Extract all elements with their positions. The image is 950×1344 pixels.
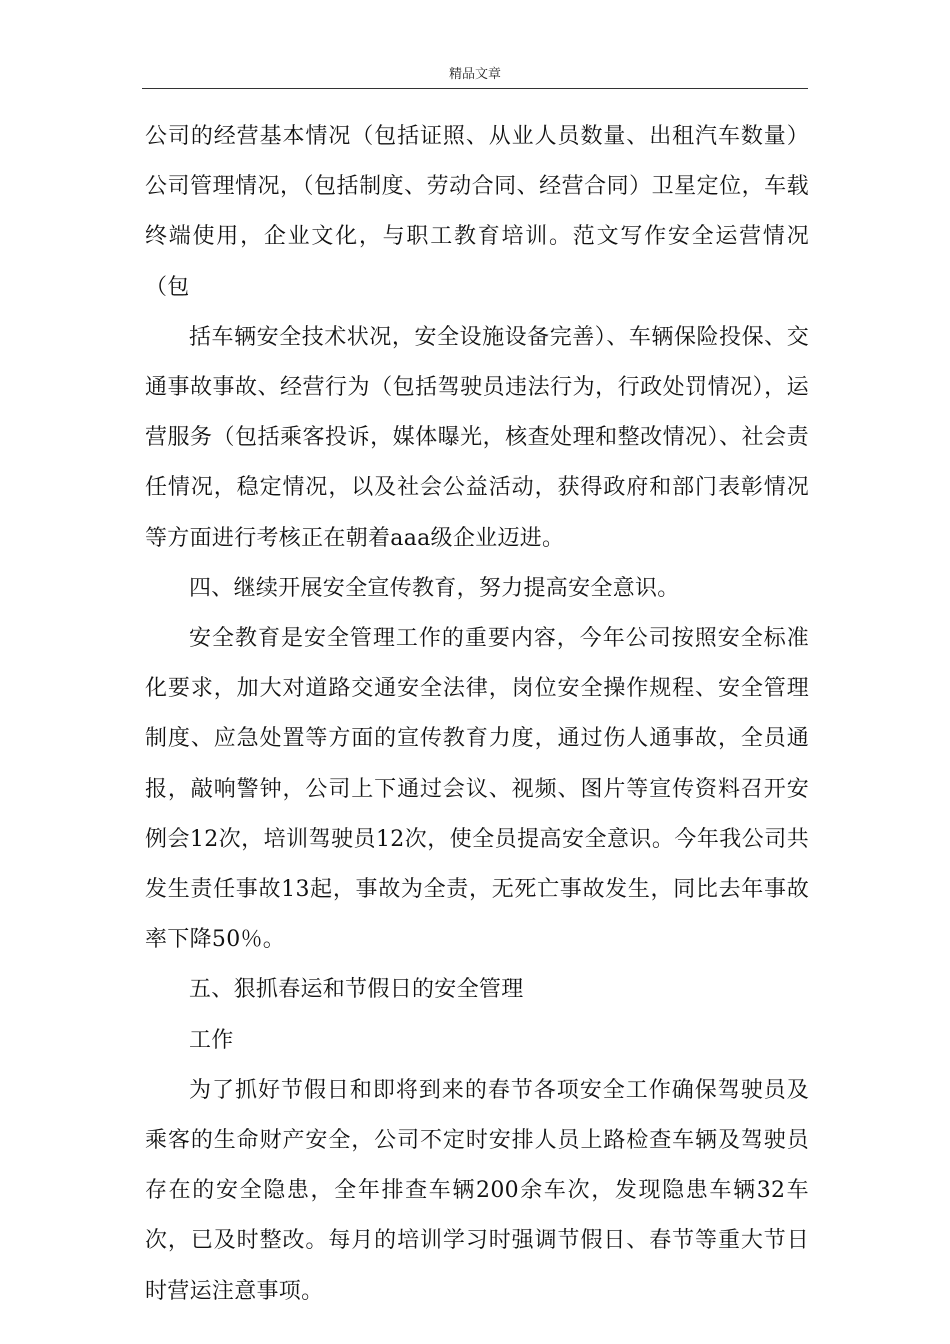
document-body — [145, 112, 809, 1317]
section-heading-5: 五、狠抓春运和节假日的安全管理 — [189, 977, 524, 1003]
paragraph-1: 公司的经营基本情况（包括证照、从业人员数量、出租汽车数量）公司管理情况，（包括制度、劳动合同、经营合同）卫星定位，车载终端使用，企业文化，与职工教育培训。范文写作安全运营情况（包 — [145, 124, 809, 300]
paragraph-4: 为了抓好节假日和即将到来的春节各项安全工作确保驾驶员及乘客的生命财产安全，公司不定时安排人员上路检查车辆及驾驶员存在的安全隐患，全年排查车辆200余车次，发现隐患车辆32车次，已及时整改。每月的培训学习时强调节假日、春节等重大节日时营运注意事项。 — [145, 1077, 809, 1304]
section-heading-4: 四、继续开展安全宣传教育，努力提高安全意识。 — [189, 575, 680, 601]
section-heading-5-continued: 工作 — [189, 1027, 234, 1053]
header-divider — [142, 88, 808, 89]
paragraph-2: 括车辆安全技术状况，安全设施设备完善）、车辆保险投保、交通事故事故、经营行为（包括驾驶员违法行为，行政处罚情况），运营服务（包括乘客投诉，媒体曝光，核查处理和整改情况）、社会责任情况，稳定情况，以及社会公益活动，获得政府和部门表彰情况等方面进行考核正在朝着aaa级企业迈进。 — [145, 324, 809, 551]
page-header-title: 精品文章 — [448, 67, 501, 82]
paragraph-3: 安全教育是安全管理工作的重要内容，今年公司按照安全标准化要求，加大对道路交通安全法律，岗位安全操作规程、安全管理制度、应急处置等方面的宣传教育力度，通过伤人通事故，全员通报，敲响警钟，公司上下通过会议、视频、图片等宣传资料召开安例会12次，培训驾驶员12次，使全员提高安全意识。今年我公司共发生责任事故13起，事故为全责，无死亡事故发生，同比去年事故率下降50％。 — [145, 626, 809, 953]
